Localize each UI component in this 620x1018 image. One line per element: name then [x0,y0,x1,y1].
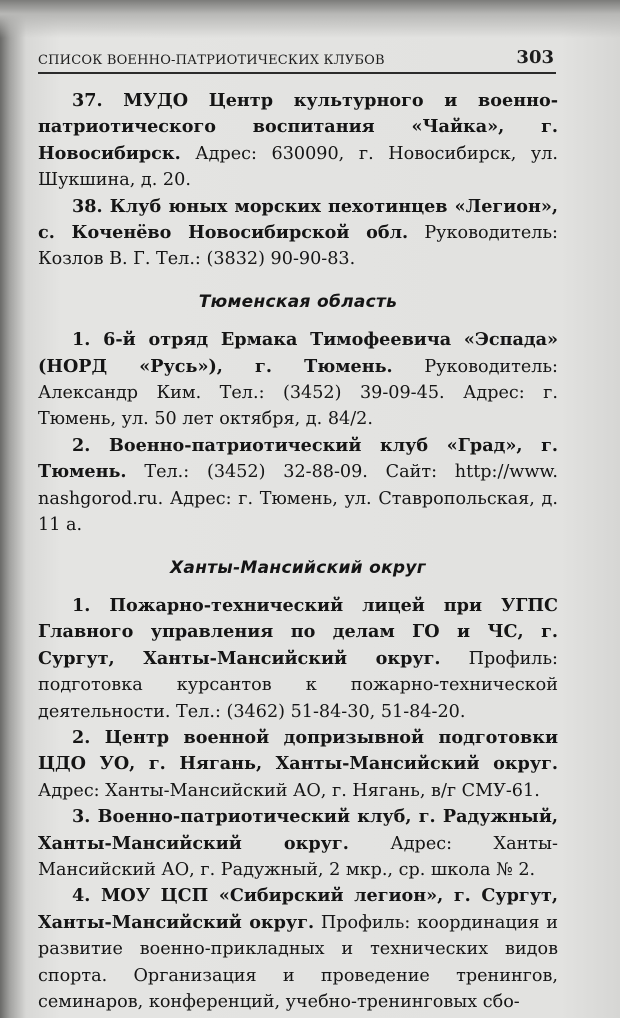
entry-head: 4. МОУ ЦСП «Сибирский легион», г. Сургут, Ханты-Мансийский округ. [38,885,558,933]
entry-head: 3. Военно-патриотический клуб, г. Радужный, Ханты-Мансийский округ. [38,806,558,854]
header-rule [38,72,556,74]
entry-head: 1. Пожарно-технический лицей при УГПС Главного управления по делам ГО и ЧС, г. Сургут, Ханты-Мансийский округ. [38,594,558,669]
list-item [38,194,558,273]
running-title: СПИСОК ВОЕННО-ПАТРИОТИЧЕСКИХ КЛУБОВ [38,53,385,68]
list-item [38,593,558,725]
entry-head: 37. МУДО Центр культурного и военно-патриотического воспитания «Чайка», г. Новосибирск. [38,90,558,164]
entry-head: 1. 6-й отряд Ермака Тимофеевича «Эспада» (НОРД «Русь»), г. Тюмень. [38,329,558,377]
page-top-shadow [0,0,620,38]
entry-body: Профиль: подготовка курсантов к пожарно-технической деятельности. Тел.: (3462) 51-84-30, 51-84-20. [38,648,558,722]
entry-head: 2. Военно-патриотический клуб «Град», г. Тюмень. [38,434,558,483]
page-content [38,88,558,1015]
entry-body: Адрес: 630090, г. Новосибирск, ул. Шукшина, д. 20. [38,143,558,191]
entry-body: Адрес: Ханты-Мансийский АО, г. Радужный, 2 мкр., ср. школа № 2. [38,833,558,880]
entry-body: Профиль: координация и развитие военно-прикладных и технических видов спорта. Организация и проведение тренингов, семинаров, конференций, учебно-тренинговых сбо- [38,912,558,1012]
entry-body: Адрес: Ханты-Мансийский АО, г. Нягань, в/г СМУ-61. [38,780,540,801]
list-item [38,433,558,539]
entry-body: Тел.: (3452) 32-88-09. Сайт: http://www. nashgorod.ru. Адрес: г. Тюмень, ул. Ставропольская, д. 11 а. [38,462,558,536]
region-heading: Тюменская область [198,291,398,312]
entry-body: Руководитель: Козлов В. Г. Тел.: (3832) 90-90-83. [38,223,558,270]
entry-head: 38. Клуб юных морских пехотинцев «Легион», с. Коченёво Новосибирской обл. [38,195,558,244]
region-heading: Ханты-Мансийский округ [170,557,426,578]
entry-head: 2. Центр военной допризывной подготовки ЦДО УО, г. Нягань, Ханты-Мансийский округ. [38,726,558,775]
list-item [38,804,558,883]
list-item [38,725,558,804]
list-item [38,327,558,433]
list-item [38,88,558,194]
list-item [38,883,558,1015]
page-number: 303 [516,47,554,68]
running-head [38,47,558,72]
entry-body: Руководитель: Александр Ким. Тел.: (3452) 39-09-45. Адрес: г. Тюмень, ул. 50 лет октября, д. 84/2. [38,356,558,430]
